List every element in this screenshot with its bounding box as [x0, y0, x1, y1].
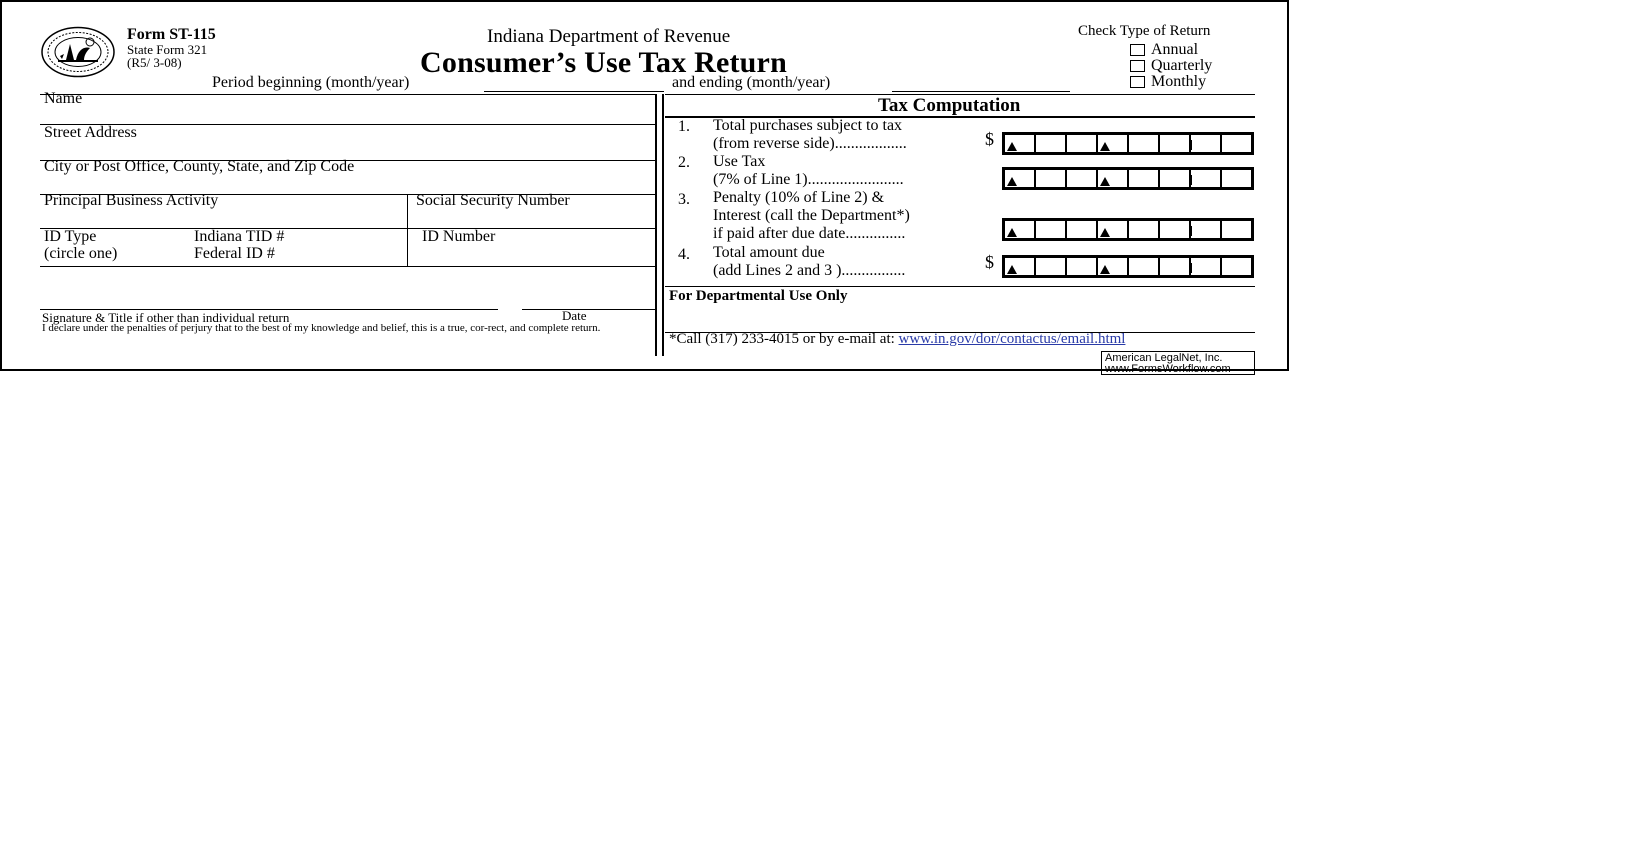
business-activity-label: Principal Business Activity: [44, 192, 219, 209]
checkbox-monthly[interactable]: [1130, 76, 1145, 88]
line-4-dollar-sign: $: [985, 252, 994, 272]
line-4-amount-input[interactable]: [1002, 255, 1254, 278]
digit-cell[interactable]: [1160, 258, 1191, 275]
digit-cell[interactable]: [1036, 258, 1067, 275]
id-rule: [40, 266, 655, 267]
digit-cell[interactable]: [1067, 135, 1098, 152]
indiana-state-seal-icon: [40, 26, 116, 78]
contact-phone-text: *Call (317) 233-4015 or by e-mail at:: [669, 331, 899, 347]
digit-cell[interactable]: [1191, 258, 1222, 275]
tc-bottom-rule: [665, 286, 1255, 287]
return-type-quarterly-label: Quarterly: [1151, 57, 1213, 74]
logo-line-2: www.FormsWorkflow.com: [1105, 363, 1231, 375]
business-rule: [40, 228, 655, 229]
digit-cell[interactable]: [1005, 258, 1036, 275]
line-1-dollar-sign: $: [985, 129, 994, 149]
digit-cell[interactable]: [1098, 221, 1129, 238]
digit-cell[interactable]: [1098, 170, 1129, 187]
line-2-amount-input[interactable]: [1002, 167, 1254, 190]
id-number-label: ID Number: [422, 228, 496, 245]
digit-cell[interactable]: [1222, 135, 1251, 152]
line-3-number: 3.: [678, 191, 690, 208]
form-st115: [0, 0, 1289, 375]
date-rule: [522, 309, 655, 310]
digit-cell[interactable]: [1222, 170, 1251, 187]
contact-line: [669, 331, 1125, 348]
line-2-description: Use Tax (7% of Line 1)........................: [713, 153, 904, 188]
digit-cell[interactable]: [1036, 135, 1067, 152]
digit-cell[interactable]: [1160, 221, 1191, 238]
period-beginning-field[interactable]: [484, 91, 664, 92]
digit-cell[interactable]: [1191, 221, 1222, 238]
id-type-label: ID Type: [44, 228, 97, 245]
digit-cell[interactable]: [1222, 258, 1251, 275]
digit-cell[interactable]: [1222, 221, 1251, 238]
line-1-number: 1.: [678, 118, 690, 135]
return-type-annual-label: Annual: [1151, 41, 1199, 58]
legalnet-logo: [1101, 351, 1255, 375]
line-4-description: Total amount due (add Lines 2 and 3 )................: [713, 244, 906, 279]
digit-cell[interactable]: [1005, 221, 1036, 238]
period-beginning-label: Period beginning (month/year): [212, 74, 410, 91]
section-divider-left: [655, 94, 657, 356]
signature-label: Signature & Title if other than individual return: [42, 310, 290, 325]
form-title: Consumer’s Use Tax Return: [420, 46, 787, 79]
ssn-field[interactable]: [408, 210, 655, 228]
line-2-number: 2.: [678, 154, 690, 171]
logo-line-1: American LegalNet, Inc.: [1105, 352, 1223, 364]
business-activity-field[interactable]: [40, 210, 405, 228]
period-ending-label: and ending (month/year): [672, 74, 831, 91]
return-type-annual[interactable]: [1130, 42, 1198, 58]
left-top-rule: [40, 94, 655, 95]
digit-cell[interactable]: [1129, 135, 1160, 152]
ssn-label: Social Security Number: [416, 192, 570, 209]
indiana-tid-option[interactable]: Indiana TID #: [194, 228, 285, 245]
line-3-amount-input[interactable]: [1002, 218, 1254, 241]
perjury-declaration: I declare under the penalties of perjury that to the best of my knowledge and belief, this is a true, cor-rect, and complete return.: [42, 322, 601, 334]
period-ending-field[interactable]: [892, 91, 1070, 92]
line-3-description: Penalty (10% of Line 2) & Interest (call the Department*) if paid after due date...............: [713, 189, 910, 242]
checkbox-quarterly[interactable]: [1130, 60, 1145, 72]
checkbox-annual[interactable]: [1130, 44, 1145, 56]
line-1-description: Total purchases subject to tax (from reverse side)..................: [713, 117, 907, 152]
digit-cell[interactable]: [1160, 135, 1191, 152]
form-revision: (R5/ 3-08): [127, 55, 182, 70]
digit-cell[interactable]: [1129, 221, 1160, 238]
digit-cell[interactable]: [1191, 135, 1222, 152]
digit-cell[interactable]: [1129, 170, 1160, 187]
digit-cell[interactable]: [1067, 258, 1098, 275]
id-number-field[interactable]: [408, 246, 655, 264]
return-type-monthly[interactable]: [1130, 74, 1206, 90]
return-type-quarterly[interactable]: [1130, 58, 1212, 74]
digit-cell[interactable]: [1129, 258, 1160, 275]
date-label: Date: [562, 308, 587, 323]
section-divider-right: [662, 94, 664, 356]
federal-id-option[interactable]: Federal ID #: [194, 245, 275, 262]
digit-cell[interactable]: [1098, 135, 1129, 152]
digit-cell[interactable]: [1067, 221, 1098, 238]
return-type-monthly-label: Monthly: [1151, 73, 1207, 90]
contact-email-link[interactable]: www.in.gov/dor/contactus/email.html: [898, 331, 1126, 347]
digit-cell[interactable]: [1005, 135, 1036, 152]
digit-cell[interactable]: [1005, 170, 1036, 187]
id-type-hint: (circle one): [44, 245, 118, 262]
city-label: City or Post Office, County, State, and Zip Code: [44, 158, 355, 175]
return-type-heading: Check Type of Return: [1078, 23, 1211, 39]
digit-cell[interactable]: [1098, 258, 1129, 275]
name-label: Name: [44, 90, 83, 107]
tax-computation-heading: Tax Computation: [878, 95, 1021, 116]
name-field[interactable]: [40, 106, 655, 124]
line-1-amount-input[interactable]: [1002, 132, 1254, 155]
date-field[interactable]: [522, 282, 655, 308]
digit-cell[interactable]: [1160, 170, 1191, 187]
digit-cell[interactable]: [1036, 170, 1067, 187]
form-id: Form ST-115: [127, 26, 216, 43]
digit-cell[interactable]: [1067, 170, 1098, 187]
line-4-number: 4.: [678, 246, 690, 263]
street-address-label: Street Address: [44, 124, 137, 141]
ssn-divider: [407, 194, 408, 266]
digit-cell[interactable]: [1191, 170, 1222, 187]
department-name: Indiana Department of Revenue: [487, 26, 731, 47]
departmental-use-label: For Departmental Use Only: [669, 288, 848, 304]
signature-field[interactable]: [40, 280, 498, 308]
state-form-number: State Form 321: [127, 42, 208, 57]
digit-cell[interactable]: [1036, 221, 1067, 238]
